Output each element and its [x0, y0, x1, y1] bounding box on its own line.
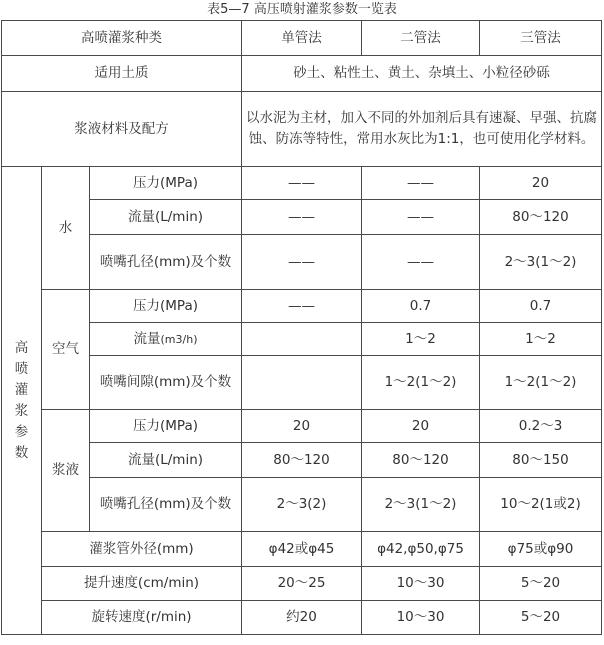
air-gap-single	[242, 356, 362, 410]
header-row	[2, 21, 602, 56]
group-char: 高	[14, 339, 29, 356]
slurry-label: 浆液	[42, 410, 90, 532]
air-pressure-triple: 0.7	[480, 290, 602, 323]
air-flow-double: 1～2	[362, 323, 480, 356]
rotate-speed-row	[2, 601, 602, 635]
air-flow-label-cell	[90, 323, 242, 356]
slurry-nozzle-double: 2～3(1～2)	[362, 478, 480, 532]
water-nozzle-label: 喷嘴孔径(mm)及个数	[90, 235, 242, 290]
air-gap-triple: 1～2(1～2)	[480, 356, 602, 410]
air-flow-label: 流量	[133, 330, 161, 347]
lift-speed-triple: 5～20	[480, 567, 602, 601]
rotate-speed-single: 约20	[242, 601, 362, 635]
header-triple-pipe: 三管法	[480, 21, 602, 56]
pipe-diameter-label: 灌浆管外径(mm)	[42, 532, 242, 567]
water-nozzle-triple: 2～3(1～2)	[480, 235, 602, 290]
water-nozzle-double: ——	[362, 235, 480, 290]
grouting-parameters-table	[1, 20, 602, 635]
water-pressure-triple: 20	[480, 167, 602, 200]
water-nozzle-single: ——	[242, 235, 362, 290]
slurry-nozzle-row	[2, 478, 602, 532]
group-char: 浆	[14, 402, 29, 419]
header-single-pipe: 单管法	[242, 21, 362, 56]
air-flow-unit: (m3/h)	[160, 332, 198, 346]
air-pressure-double: 0.7	[362, 290, 480, 323]
slurry-flow-label: 流量(L/min)	[90, 443, 242, 478]
slurry-flow-double: 80～120	[362, 443, 480, 478]
water-pressure-row	[2, 167, 602, 200]
air-pressure-single: ——	[242, 290, 362, 323]
slurry-pressure-double: 20	[362, 410, 480, 443]
slurry-pressure-single: 20	[242, 410, 362, 443]
water-flow-double: ——	[362, 200, 480, 235]
material-row	[2, 92, 602, 167]
water-nozzle-row	[2, 235, 602, 290]
air-flow-row	[2, 323, 602, 356]
rotate-speed-triple: 5～20	[480, 601, 602, 635]
slurry-nozzle-single: 2～3(2)	[242, 478, 362, 532]
header-double-pipe: 二管法	[362, 21, 480, 56]
group-char: 数	[14, 444, 29, 461]
slurry-pressure-row	[2, 410, 602, 443]
pipe-diameter-triple: φ75或φ90	[480, 532, 602, 567]
slurry-flow-triple: 80～150	[480, 443, 602, 478]
air-pressure-row	[2, 290, 602, 323]
pipe-diameter-single: φ42或φ45	[242, 532, 362, 567]
material-value: 以水泥为主材，加入不同的外加剂后具有速凝、早强、抗腐蚀、防冻等特性，常用水灰比为1:1，也可使用化学材料。	[242, 92, 602, 167]
slurry-nozzle-label: 喷嘴孔径(mm)及个数	[90, 478, 242, 532]
air-flow-triple: 1～2	[480, 323, 602, 356]
pipe-diameter-double: φ42,φ50,φ75	[362, 532, 480, 567]
air-gap-row	[2, 356, 602, 410]
material-label: 浆液材料及配方	[2, 92, 242, 167]
air-flow-single	[242, 323, 362, 356]
slurry-nozzle-triple: 10～2(1或2)	[480, 478, 602, 532]
params-group-label	[2, 167, 42, 635]
rotate-speed-double: 10～30	[362, 601, 480, 635]
water-flow-label: 流量(L/min)	[90, 200, 242, 235]
air-pressure-label: 压力(MPa)	[90, 290, 242, 323]
table-caption: 表5—7 高压喷射灌浆参数一览表	[207, 2, 397, 17]
slurry-pressure-label: 压力(MPa)	[90, 410, 242, 443]
pipe-diameter-row	[2, 532, 602, 567]
water-flow-single: ——	[242, 200, 362, 235]
water-flow-triple: 80～120	[480, 200, 602, 235]
slurry-pressure-triple: 0.2～3	[480, 410, 602, 443]
air-gap-double: 1～2(1～2)	[362, 356, 480, 410]
soil-label: 适用土质	[2, 56, 242, 92]
water-label: 水	[42, 167, 90, 290]
lift-speed-label: 提升速度(cm/min)	[42, 567, 242, 601]
lift-speed-single: 20～25	[242, 567, 362, 601]
group-char: 参	[14, 423, 29, 440]
water-flow-row	[2, 200, 602, 235]
slurry-flow-row	[2, 443, 602, 478]
group-char: 灌	[14, 381, 29, 398]
header-type: 高喷灌浆种类	[2, 21, 242, 56]
rotate-speed-label: 旋转速度(r/min)	[42, 601, 242, 635]
water-pressure-double: ——	[362, 167, 480, 200]
lift-speed-double: 10～30	[362, 567, 480, 601]
soil-value: 砂土、粘性土、黄土、杂填土、小粒径砂砾	[242, 56, 602, 92]
water-pressure-label: 压力(MPa)	[90, 167, 242, 200]
air-label: 空气	[42, 290, 90, 410]
lift-speed-row	[2, 567, 602, 601]
group-char: 喷	[14, 360, 29, 377]
water-pressure-single: ——	[242, 167, 362, 200]
air-gap-label: 喷嘴间隙(mm)及个数	[90, 356, 242, 410]
slurry-flow-single: 80～120	[242, 443, 362, 478]
soil-row	[2, 56, 602, 92]
